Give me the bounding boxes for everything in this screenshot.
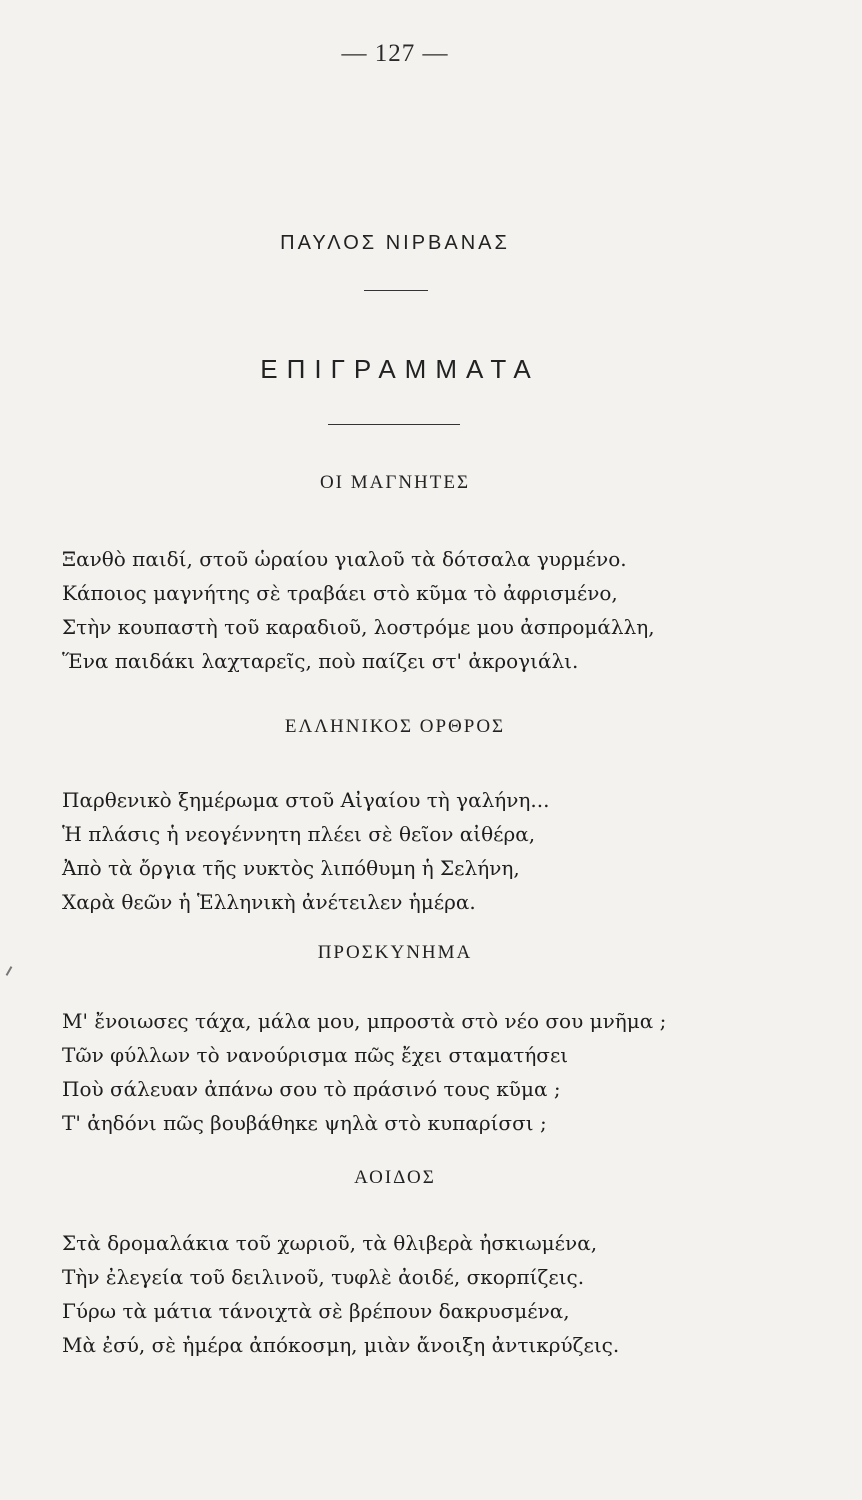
poem-line: Μ' ἔνοιωσες τάχα, μάλα μου, μπροστὰ στὸ νέο σου μνῆμα ; <box>62 1009 667 1033</box>
poem-heading: ΠΡΟΣΚΥΝΗΜΑ <box>317 942 473 963</box>
poem-line: Τῶν φύλλων τὸ νανούρισμα πῶς ἔχει σταματήσει <box>62 1043 569 1067</box>
poem-stanza <box>62 783 762 919</box>
page-title: ΕΠΙΓΡΑΜΜΑΤΑ <box>260 354 540 384</box>
poem-heading: ΕΛΛΗΝΙΚΟΣ ΟΡΘΡΟΣ <box>284 716 506 737</box>
poem-line: Χαρὰ θεῶν ἡ Ἑλληνικὴ ἀνέτειλεν ἡμέρα. <box>62 890 476 914</box>
poem-stanza <box>62 1226 762 1362</box>
poem-line: Ξανθὸ παιδί, στοῦ ὡραίου γιαλοῦ τὰ δότσαλα γυρμένο. <box>62 547 627 571</box>
poem-line: Ποὺ σάλευαν ἀπάνω σου τὸ πράσινό τους κῦμα ; <box>62 1077 561 1101</box>
poem-line: Ἡ πλάσις ἡ νεογέννητη πλέει σὲ θεῖον αἰθέρα, <box>62 822 536 846</box>
divider-rule <box>364 290 428 291</box>
poem-line: Μὰ ἐσύ, σὲ ἡμέρα ἀπόκοσμη, μιὰν ἄνοιξη ἀντικρύζεις. <box>62 1333 620 1357</box>
poem-line: Στὰ δρομαλάκια τοῦ χωριοῦ, τὰ θλιβερὰ ἠσκιωμένα, <box>62 1231 598 1255</box>
author-name: ΠΑΥΛΟΣ ΝΙΡΒΑΝΑΣ <box>280 232 510 254</box>
poem-stanza <box>62 1004 762 1140</box>
poem-line: Στὴν κουπαστὴ τοῦ καραδιοῦ, λοστρόμε μου ἀσπρομάλλη, <box>62 615 655 639</box>
poem-line: Παρθενικὸ ξημέρωμα στοῦ Αἰγαίου τὴ γαλήνη... <box>62 788 550 812</box>
poem-line: Τ' ἀηδόνι πῶς βουβάθηκε ψηλὰ στὸ κυπαρίσσι ; <box>62 1111 547 1135</box>
poem-line: Ἕνα παιδάκι λαχταρεῖς, ποὺ παίζει στ' ἀκρογιάλι. <box>62 649 579 673</box>
page-number: — 127 — <box>341 40 449 67</box>
poem-heading: ΟΙ ΜΑΓΝΗΤΕΣ <box>319 472 471 493</box>
poem-heading: ΑΟΙΔΟΣ <box>354 1167 436 1188</box>
margin-mark <box>6 966 13 976</box>
poem-stanza <box>62 542 762 678</box>
poem-line: Κάποιος μαγνήτης σὲ τραβάει στὸ κῦμα τὸ ἀφρισμένο, <box>62 581 618 605</box>
divider-rule <box>328 424 460 425</box>
poem-line: Γύρω τὰ μάτια τάνοιχτὰ σὲ βρέπουν δακρυσμένα, <box>62 1299 570 1323</box>
poem-line: Ἀπὸ τὰ ὄργια τῆς νυκτὸς λιπόθυμη ἡ Σελήνη, <box>62 856 520 880</box>
poem-line: Τὴν ἐλεγεία τοῦ δειλινοῦ, τυφλὲ ἀοιδέ, σκορπίζεις. <box>62 1265 585 1289</box>
